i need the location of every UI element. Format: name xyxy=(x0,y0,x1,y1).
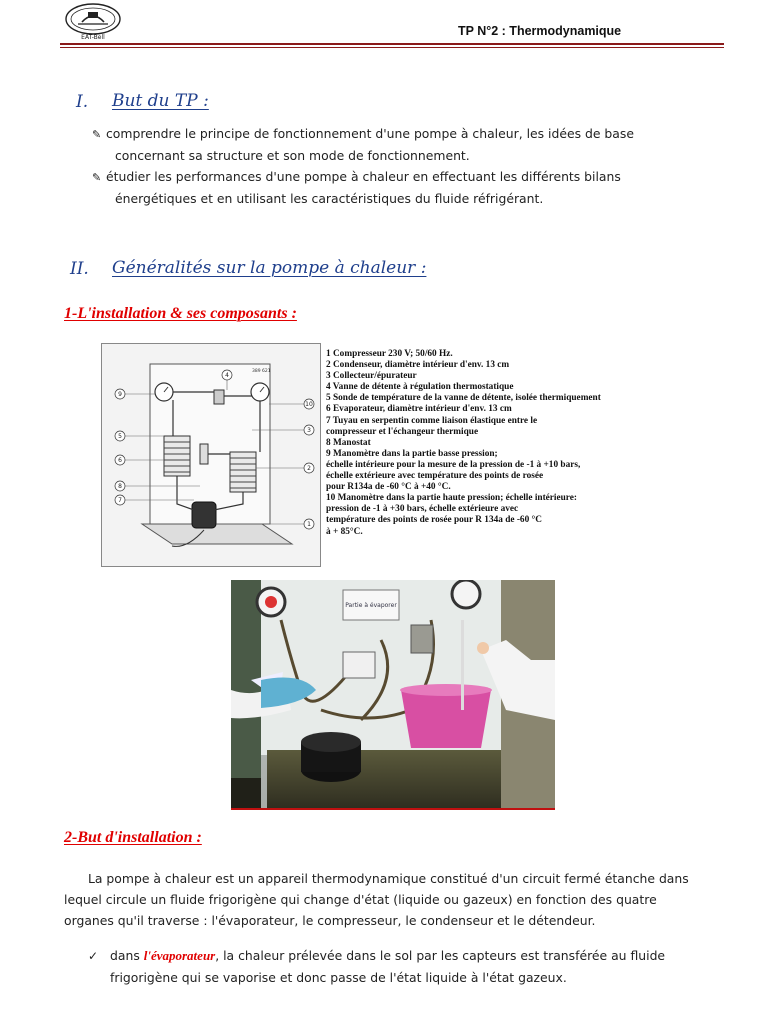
compressor-icon xyxy=(192,502,216,528)
legend-line: température des points de rosée pour R 134a de -60 °C xyxy=(326,515,542,526)
plate-label: 389 621 xyxy=(252,369,271,374)
collector-icon xyxy=(200,444,208,464)
high-pressure-gauge-icon xyxy=(452,580,480,608)
callout-10: 10 xyxy=(305,401,313,408)
pointing-hand-icon: ✎ xyxy=(92,128,102,141)
expansion-valve-icon xyxy=(214,390,224,404)
legend-line: 8 Manostat xyxy=(326,437,371,448)
section-2-number: II. xyxy=(70,259,89,279)
legend-line: 6 Evaporateur, diamètre intérieur d'env. 13 cm xyxy=(326,404,512,415)
paragraph-line: organes qu'il traverse : l'évaporateur, le compresseur, le condenseur et le détendeur. xyxy=(64,913,596,928)
heat-pump-diagram xyxy=(101,343,321,567)
legend-line: 7 Tuyau en serpentin comme liaison élastique entre le xyxy=(326,415,538,426)
school-logo xyxy=(64,2,122,42)
sign-label: Partie à évaporer xyxy=(345,602,397,609)
callout-9: 9 xyxy=(118,391,122,398)
callout-7: 7 xyxy=(118,497,122,504)
section-1-bullets xyxy=(92,123,732,209)
legend-line: 4 Vanne de détente à régulation thermostatique xyxy=(326,382,514,393)
manostat-icon xyxy=(343,652,375,678)
section-2-title: Généralités sur la pompe à chaleur : xyxy=(112,258,427,278)
legend-line: échelle extérieure avec température des points de rosée xyxy=(326,471,544,482)
callout-5: 5 xyxy=(118,433,122,440)
callout-4: 4 xyxy=(225,372,229,379)
diagram-legend xyxy=(326,349,696,538)
logo-text: EAT-Bell xyxy=(81,34,105,41)
evaporator-highlight: l'évaporateur xyxy=(143,948,216,963)
legend-line: compresseur et l'échangeur thermique xyxy=(326,426,479,437)
legend-line: 5 Sonde de température de la vanne de détente, isolée thermiquement xyxy=(326,393,601,404)
callout-8: 8 xyxy=(118,483,122,490)
bullet-text-continued: énergétiques et en utilisant les caractéristiques du fluide réfrigérant. xyxy=(115,191,544,206)
compressor-icon xyxy=(301,732,361,782)
legend-line: échelle intérieure pour la mesure de la pression de -1 à +10 bars, xyxy=(326,459,581,470)
bullet-text: étudier les performances d'une pompe à chaleur en effectuant les différents bilans xyxy=(106,169,621,184)
bullet-item xyxy=(92,123,732,145)
callout-3: 3 xyxy=(307,427,311,434)
legend-line: 3 Collecteur/épurateur xyxy=(326,371,417,382)
check-item-text: , la chaleur prélevée dans le sol par les capteurs est transférée au fluide xyxy=(215,948,666,963)
legend-line: 9 Manomètre dans la partie basse pression; xyxy=(326,448,498,459)
bullet-text: comprendre le principe de fonctionnement d'une pompe à chaleur, les idées de base xyxy=(106,126,634,141)
paragraph-line: lequel circule un fluide frigorigène qui change d'état (liquide ou gazeux) en fonction des quatre xyxy=(64,892,657,907)
document-header-title: TP N°2 : Thermodynamique xyxy=(458,24,622,38)
section-1-number: I. xyxy=(76,92,89,112)
check-item-prefix: dans xyxy=(110,948,144,963)
legend-line: pour R134a de -60 °C à +40 °C. xyxy=(326,482,451,493)
legend-line: 2 Condenseur, diamètre intérieur d'env. 13 cm xyxy=(326,360,510,371)
paragraph-line: La pompe à chaleur est un appareil thermodynamique constitué d'un circuit fermé étanche dans xyxy=(88,871,689,886)
callout-6: 6 xyxy=(118,457,122,464)
legend-line: 10 Manomètre dans la partie haute pression; échelle intérieure: xyxy=(326,493,577,504)
lab-setup-photo xyxy=(231,580,555,810)
pink-bucket-icon xyxy=(401,690,491,748)
subsection-1-title: 1-L'installation & ses composants : xyxy=(64,305,297,322)
legend-line: pression de -1 à +30 bars, échelle extérieure avec xyxy=(326,504,519,515)
callout-2: 2 xyxy=(307,465,311,472)
check-item-text-continued: frigorigène qui se vaporise et donc passe de l'état liquide à l'état gazeux. xyxy=(110,970,567,985)
collector-icon xyxy=(411,625,433,653)
check-list-item xyxy=(88,945,738,988)
callout-1: 1 xyxy=(307,521,311,528)
condenser-coil-icon xyxy=(230,452,256,492)
header-rule xyxy=(60,43,724,45)
pointing-hand-icon: ✎ xyxy=(92,171,102,184)
checkmark-icon: ✓ xyxy=(88,949,99,963)
bullet-item xyxy=(92,166,732,188)
header-rule-thin xyxy=(60,47,724,48)
legend-line: 1 Compresseur 230 V; 50/60 Hz. xyxy=(326,349,453,359)
evaporator-coil-icon xyxy=(164,436,190,476)
section-1-title: But du TP : xyxy=(112,91,209,111)
legend-line: à + 85°C. xyxy=(326,526,363,537)
subsection-2-paragraph xyxy=(64,868,734,931)
subsection-2-title: 2-But d'installation : xyxy=(64,829,202,846)
bullet-text-continued: concernant sa structure et son mode de fonctionnement. xyxy=(115,148,470,163)
